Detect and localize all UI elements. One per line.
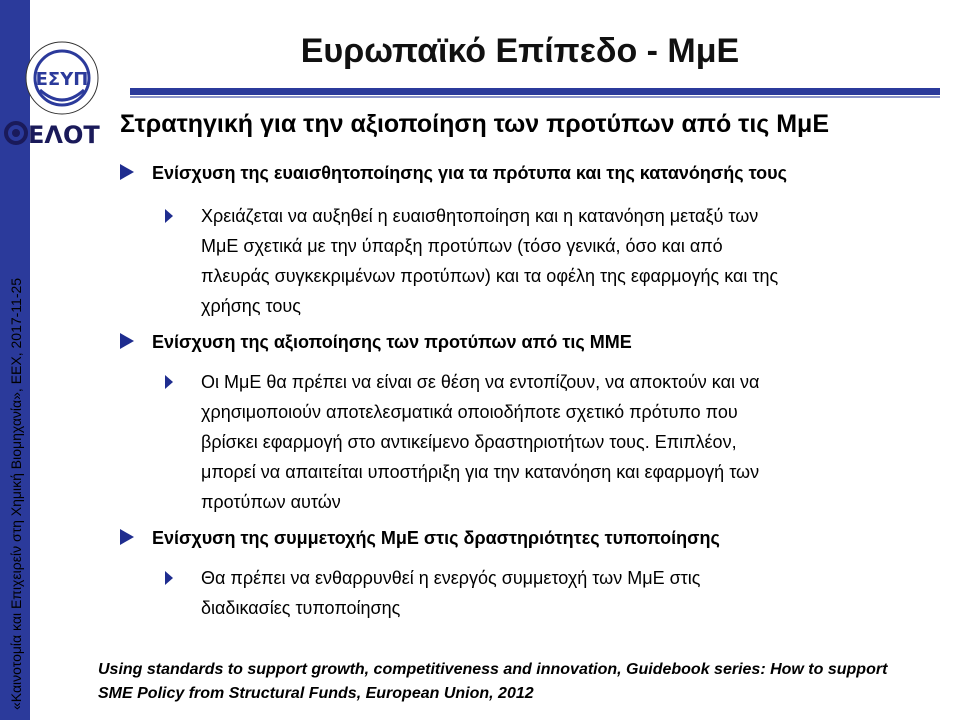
body-line: μπορεί να απαιτείται υποστήριξη για την κατανόηση και εφαρμογή των	[201, 462, 760, 482]
triangle-bullet-icon	[120, 164, 134, 180]
section-body	[165, 563, 935, 623]
section-body	[165, 367, 935, 517]
section-heading-text: Ενίσχυση της αξιοποίησης των προτύπων από τις ΜΜΕ	[152, 332, 632, 352]
section-heading	[120, 163, 787, 184]
section-heading	[120, 528, 720, 549]
section-heading-text: Ενίσχυση της συμμετοχής ΜμΕ στις δραστηριότητες τυποποίησης	[152, 528, 720, 548]
elot-logo-text: ΕΛΟΤ	[28, 121, 100, 148]
title-divider-thin	[130, 96, 940, 98]
body-line: πλευράς συγκεκριμένων προτύπων) και τα οφέλη της εφαρμογής και της	[201, 266, 779, 286]
body-line: Οι ΜμΕ θα πρέπει να είναι σε θέση να εντοπίζουν, να αποκτούν και να	[201, 372, 760, 392]
body-line: χρήσης τους	[201, 296, 301, 316]
citation-line: SME Policy from Structural Funds, European Union, 2012	[98, 685, 534, 702]
body-line: χρησιμοποιούν αποτελεσματικά οποιοδήποτε σχετικό πρότυπο που	[201, 402, 738, 422]
body-line: προτύπων αυτών	[201, 492, 341, 512]
slide-subtitle: Στρατηγική για την αξιοποίηση των προτύπων από τις ΜμΕ	[120, 110, 830, 138]
esyp-logo-text: ΕΣΥΠ	[35, 69, 89, 90]
triangle-bullet-icon	[120, 529, 134, 545]
small-triangle-bullet-icon	[165, 375, 173, 389]
elot-logo	[4, 118, 104, 148]
sidebar	[0, 0, 105, 720]
esyp-logo	[22, 38, 102, 118]
citation-line: Using standards to support growth, competitiveness and innovation, Guidebook series: How to support	[98, 661, 888, 678]
section-body	[165, 201, 935, 321]
section-heading-text: Ενίσχυση της ευαισθητοποίησης για τα πρότυπα και της κατανόησής τους	[152, 163, 787, 183]
small-triangle-bullet-icon	[165, 571, 173, 585]
body-line: Θα πρέπει να ενθαρρυνθεί η ενεργός συμμετοχή των ΜμΕ στις	[201, 568, 701, 588]
body-line: βρίσκει εφαρμογή στο αντικείμενο δραστηριοτήτων τους. Επιπλέον,	[201, 432, 737, 452]
source-citation	[98, 658, 938, 706]
body-line: ΜμΕ σχετικά με την ύπαρξη προτύπων (τόσο γενικά, όσο και από	[201, 236, 723, 256]
slide-title: Ευρωπαϊκό Επίπεδο - ΜμΕ	[300, 32, 740, 70]
vertical-caption: «Καινοτομία και Επιχειρείν στη Χημική Βιομηχανία», ΕΕΧ, 2017-11-25	[8, 277, 24, 710]
body-line: διαδικασίες τυποποίησης	[201, 598, 401, 618]
title-divider	[130, 88, 940, 95]
triangle-bullet-icon	[120, 333, 134, 349]
section-heading	[120, 332, 632, 353]
body-line: Χρειάζεται να αυξηθεί η ευαισθητοποίηση και η κατανόηση μεταξύ των	[201, 206, 759, 226]
small-triangle-bullet-icon	[165, 209, 173, 223]
